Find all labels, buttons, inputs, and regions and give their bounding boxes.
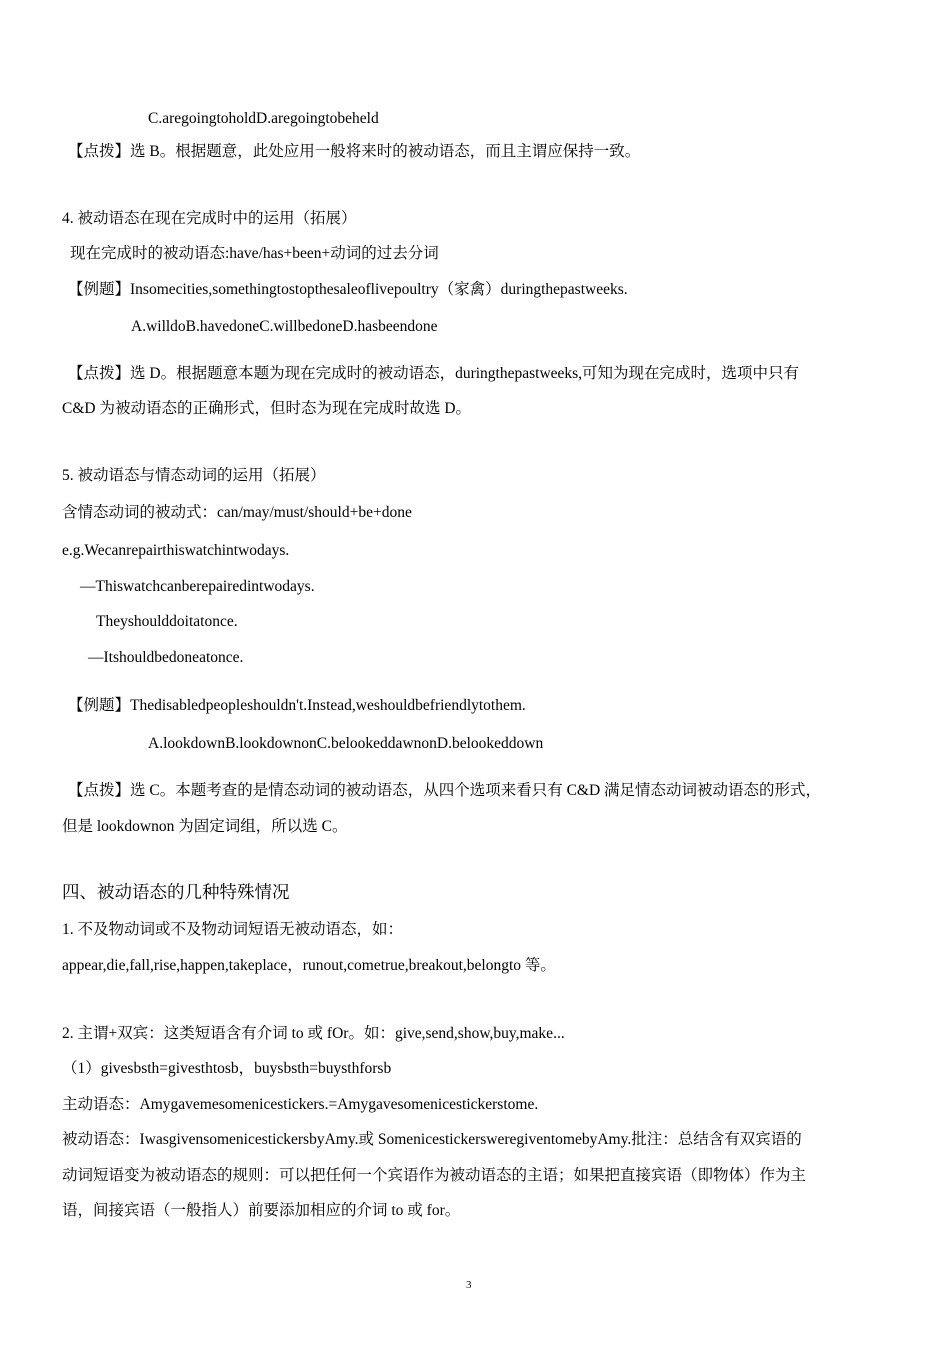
rule-line: 现在完成时的被动语态:have/has+been+动词的过去分词 bbox=[70, 245, 439, 262]
note-line: 动词短语变为被动语态的规则：可以把任何一个宾语作为被动语态的主语；如果把直接宾语（即物体）作为主 bbox=[62, 1167, 807, 1184]
page-number: 3 bbox=[466, 1279, 472, 1291]
active-voice-line: 主动语态：Amygavemesomenicestickers.=Amygavesomenicestickerstome. bbox=[62, 1096, 539, 1113]
option-line: C.aregoingtoholdD.aregoingtobeheld bbox=[148, 110, 379, 127]
option-line: A.lookdownB.lookdownonC.belookeddawnonD.belookeddown bbox=[148, 735, 544, 752]
note-line: 语，间接宾语（一般指人）前要添加相应的介词 to 或 for。 bbox=[62, 1202, 461, 1219]
option-line: A.willdoB.havedoneC.willbedoneD.hasbeendone bbox=[131, 318, 438, 335]
hint-line: 【点拨】选 C。本题考查的是情态动词的被动语态，从四个选项来看只有 C&D 满足情态动词被动语态的形式， bbox=[68, 782, 822, 799]
section-title-5: 5. 被动语态与情态动词的运用（拓展） bbox=[62, 467, 326, 484]
rule-line: 1. 不及物动词或不及物动词短语无被动语态，如： bbox=[62, 921, 404, 938]
rule-line: （1）givesbsth=givesthtosb，buysbsth=buysthforsb bbox=[62, 1060, 392, 1077]
example-sentence: —Itshouldbedoneatonce. bbox=[88, 649, 244, 666]
example-line: 【例题】Insomecities,somethingtostopthesaleoflivepoultry（家禽）duringthepastweeks. bbox=[68, 281, 628, 298]
hint-line: C&D 为被动语态的正确形式，但时态为现在完成时故选 D。 bbox=[62, 400, 472, 417]
word-list: appear,die,fall,rise,happen,takeplace，runout,cometrue,breakout,belongto 等。 bbox=[62, 957, 556, 974]
example-sentence: e.g.Wecanrepairthiswatchintwodays. bbox=[62, 542, 290, 559]
rule-line: 2. 主谓+双宾：这类短语含有介词 to 或 fOr。如：give,send,show,buy,make... bbox=[62, 1025, 565, 1042]
hint-line: 但是 lookdownon 为固定词组，所以选 C。 bbox=[62, 818, 348, 835]
example-sentence: Theyshoulddoitatonce. bbox=[96, 613, 238, 630]
section-heading: 四、被动语态的几种特殊情况 bbox=[62, 882, 290, 902]
section-title-4: 4. 被动语态在现在完成时中的运用（拓展） bbox=[62, 210, 357, 227]
hint-line: 【点拨】选 D。根据题意本题为现在完成时的被动语态，duringthepastweeks,可知为现在完成时，选项中只有 bbox=[68, 365, 800, 382]
hint-line: 【点拨】选 B。根据题意，此处应用一般将来时的被动语态，而且主谓应保持一致。 bbox=[68, 143, 641, 160]
example-line: 【例题】Thedisabledpeopleshouldn't.Instead,weshouldbefriendlytothem. bbox=[68, 697, 526, 714]
rule-line: 含情态动词的被动式：can/may/must/should+be+done bbox=[62, 504, 412, 521]
example-sentence: —Thiswatchcanberepairedintwodays. bbox=[80, 578, 315, 595]
passive-voice-line: 被动语态：IwasgivensomenicestickersbyAmy.或 SomenicestickersweregiventomebyAmy.批注：总结含有双宾语的 bbox=[62, 1131, 802, 1148]
